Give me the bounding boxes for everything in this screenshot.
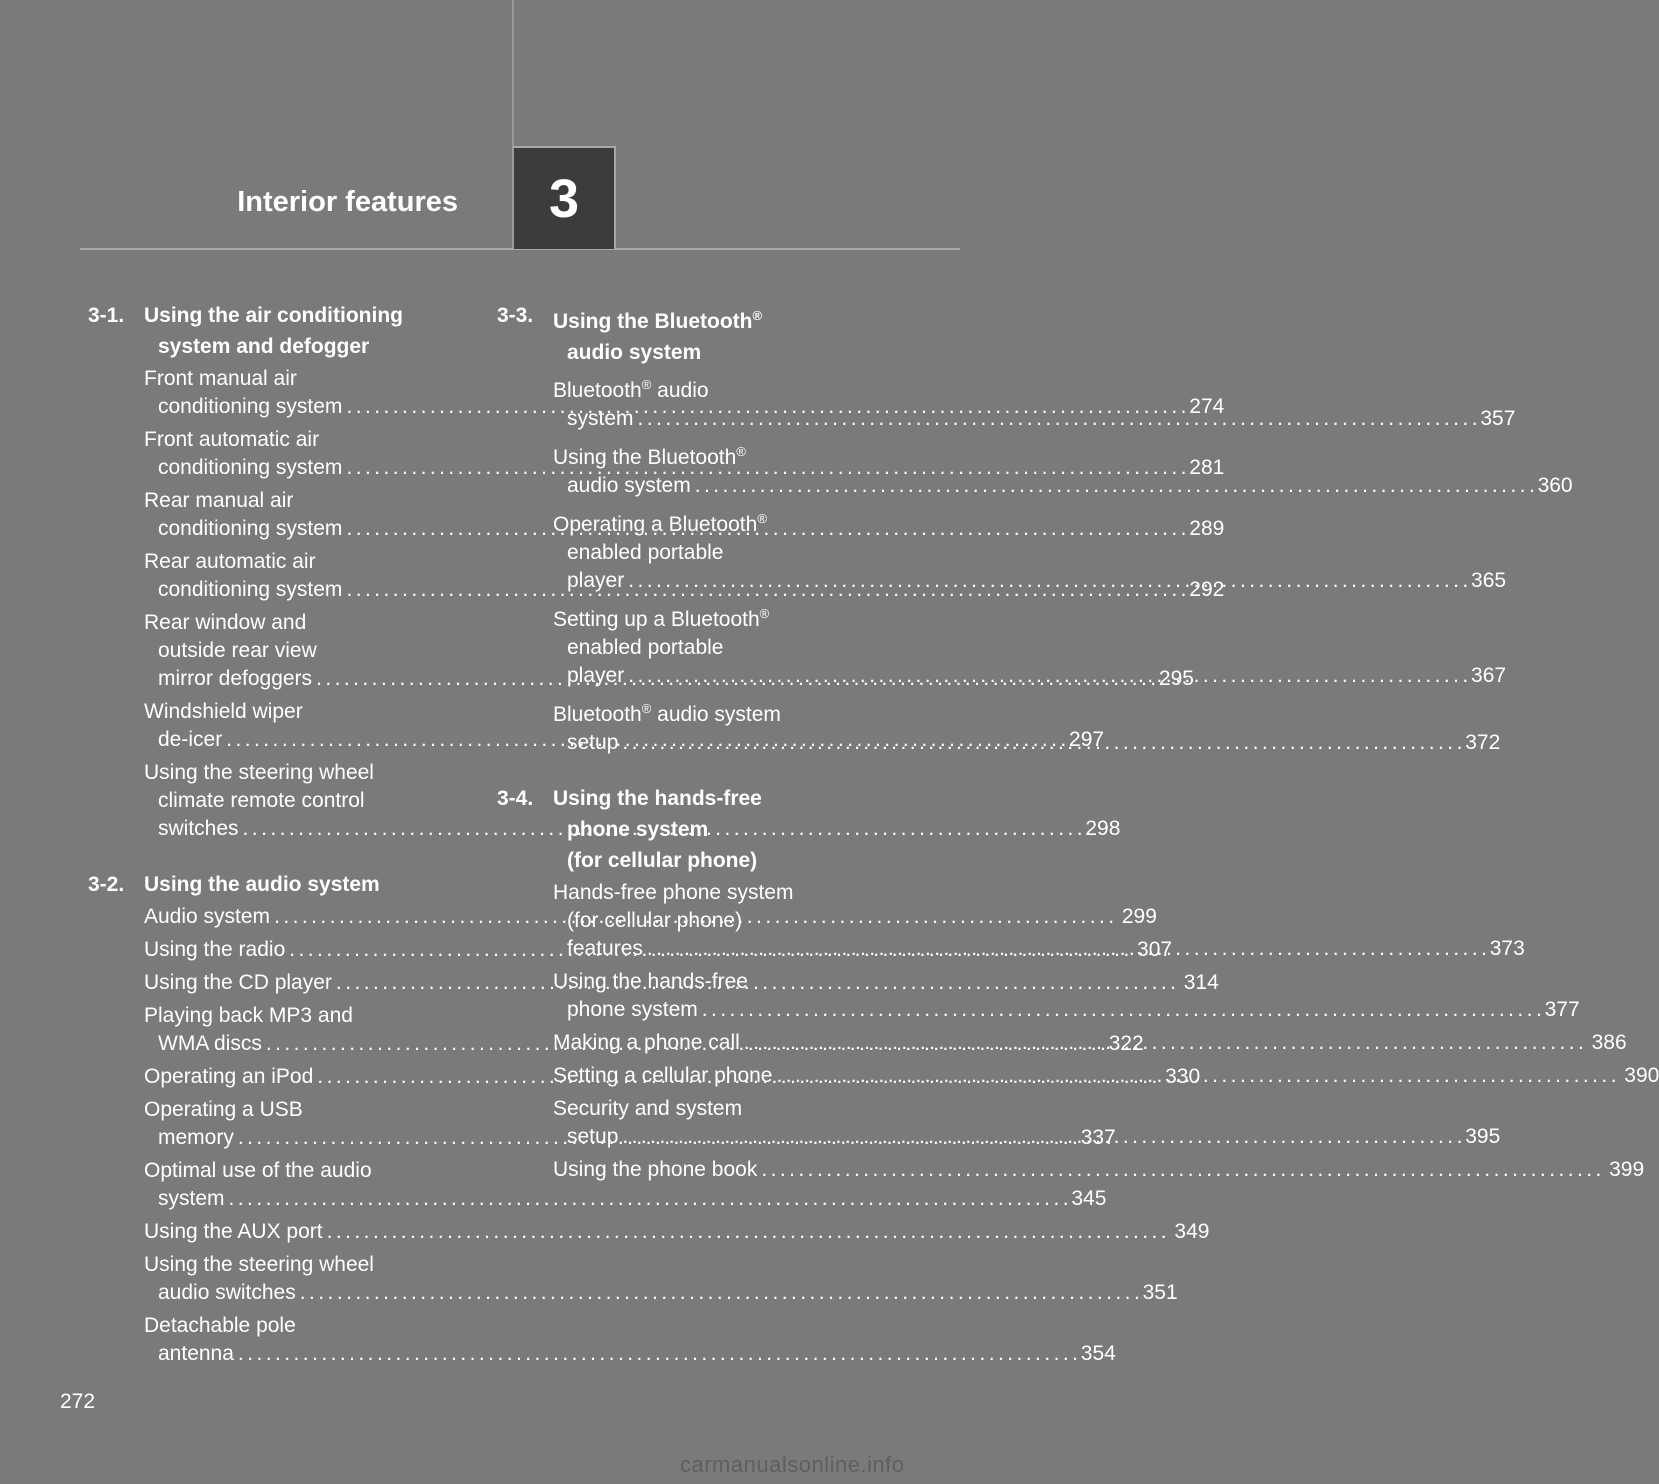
toc-entry-text: audio switches (158, 1281, 296, 1304)
toc-entry-page: 330 (1165, 1065, 1201, 1088)
toc-entry-text: (for cellular phone) (567, 909, 743, 932)
toc-entry-text: phone system (567, 998, 698, 1021)
dot-leader (638, 407, 1477, 430)
dot-leader (628, 569, 1467, 592)
toc-entry-page: 337 (1080, 1126, 1116, 1149)
toc-entry-text: audio system (567, 474, 691, 497)
toc-entry-text: conditioning system (158, 578, 343, 601)
dot-leader (647, 937, 1486, 960)
toc-entry-text: Making a phone call (553, 1031, 740, 1054)
toc-entry-text: Rear window and (144, 611, 307, 634)
section-number: 3-4. (497, 787, 534, 810)
toc-entry-text: Bluetooth® audio (553, 377, 709, 402)
dot-leader (702, 998, 1541, 1021)
dot-leader (628, 664, 1467, 687)
toc-entry-text: WMA discs (158, 1032, 262, 1055)
toc-entry-page: 367 (1471, 664, 1507, 687)
toc-entry-text: Using the phone book (553, 1158, 758, 1181)
toc-entry-page: 351 (1142, 1281, 1178, 1304)
toc-entry-text: Windshield wiper (144, 700, 303, 723)
dot-leader (761, 1156, 1600, 1184)
toc-entry-page: 360 (1537, 474, 1573, 497)
toc-entry-text: Front automatic air (144, 428, 320, 451)
toc-entry-text: Using the hands-free (553, 970, 748, 993)
section-heading (88, 869, 468, 900)
toc-entry-page: 386 (1591, 1031, 1627, 1054)
toc-entry-text: Using the AUX port (144, 1220, 323, 1243)
dot-leader (238, 1342, 1077, 1365)
section-number: 3-2. (88, 873, 125, 896)
toc-entry-page: 399 (1609, 1158, 1645, 1181)
toc-entry-text: Rear automatic air (144, 550, 316, 573)
toc-entry-page: 345 (1071, 1187, 1107, 1210)
toc-entry-page: 373 (1489, 937, 1525, 960)
toc-entry-text: Hands-free phone system (553, 881, 794, 904)
toc-entry-page: 390 (1624, 1064, 1659, 1087)
toc-entry-text: enabled portable (567, 636, 724, 659)
toc-entry-text: player (567, 664, 625, 687)
toc-entry-text: system (567, 407, 634, 430)
toc-entry-page: 314 (1183, 971, 1219, 994)
page-number: 272 (60, 1390, 96, 1413)
toc-entry-text: system (158, 1187, 225, 1210)
section-title: Using the Bluetooth® audio system (553, 308, 763, 364)
section-heading (88, 300, 468, 362)
toc-entry-text: player (567, 569, 625, 592)
section-heading (497, 783, 877, 876)
toc-entry-page: 354 (1080, 1342, 1116, 1365)
toc-entry-page: 289 (1189, 517, 1225, 540)
toc-entry-text: de-icer (158, 728, 223, 751)
toc-entry-text: Using the Bluetooth® (553, 444, 746, 469)
toc-entry-text: Setting a cellular phone (553, 1064, 773, 1087)
toc-entry-text: Security and system (553, 1097, 743, 1120)
toc-entry-page: 299 (1121, 905, 1157, 928)
dot-leader (622, 731, 1461, 754)
section-title: Using the air conditioning system and defogger (144, 304, 403, 358)
toc-entry-page: 295 (1158, 667, 1194, 690)
toc-entry-text: features (567, 937, 643, 960)
toc-entry-text: Bluetooth® audio system (553, 701, 781, 726)
section-title: Using the audio system (144, 873, 380, 896)
toc-entry-page: 298 (1085, 817, 1121, 840)
toc-entry-page: 274 (1189, 395, 1225, 418)
toc-entry-text: Operating an iPod (144, 1065, 314, 1088)
toc-entry-page: 365 (1471, 569, 1507, 592)
toc-entry-text: conditioning system (158, 395, 343, 418)
dot-leader (622, 1125, 1461, 1148)
chapter-number-tab: 3 (514, 146, 616, 249)
toc-entry-page: 297 (1069, 728, 1105, 751)
toc-entry-text: setup (567, 1125, 619, 1148)
toc-entry-text: Rear manual air (144, 489, 294, 512)
toc-entry-text: conditioning system (158, 456, 343, 479)
toc-entry-page: 322 (1108, 1032, 1144, 1055)
toc-entry-page: 292 (1189, 578, 1225, 601)
toc-entry-text: antenna (158, 1342, 234, 1365)
toc-entry-text: Operating a Bluetooth® (553, 511, 767, 536)
section-heading (497, 300, 877, 368)
watermark: carmanualsonline.info (680, 1452, 905, 1477)
toc-entry-text: Detachable pole (144, 1314, 296, 1337)
toc-entry-text: conditioning system (158, 517, 343, 540)
toc-entry-page: 395 (1465, 1125, 1501, 1148)
toc-entry-text: climate remote control (158, 789, 365, 812)
toc-entry-page: 307 (1137, 938, 1173, 961)
toc-entry-text: Using the radio (144, 938, 286, 961)
toc-entry[interactable] (144, 1251, 1178, 1307)
dot-leader (744, 1029, 1583, 1057)
dot-leader (300, 1281, 1139, 1304)
toc-entry-text: enabled portable (567, 541, 724, 564)
dot-leader (695, 474, 1534, 497)
toc-entry-text: Using the steering wheel (144, 1253, 374, 1276)
toc-entry-text: outside rear view (158, 639, 317, 662)
toc-entry-text: Setting up a Bluetooth® (553, 606, 770, 631)
toc-entry-text: Playing back MP3 and (144, 1004, 353, 1027)
toc-entry-text: Audio system (144, 905, 271, 928)
dot-leader (777, 1062, 1616, 1090)
toc-entry[interactable] (144, 1312, 1116, 1368)
toc-entry[interactable] (144, 1218, 1210, 1246)
toc-entry-text: Operating a USB (144, 1098, 303, 1121)
dot-leader (327, 1218, 1166, 1246)
toc-entry[interactable] (553, 1156, 1645, 1184)
toc-entry-text: Using the CD player (144, 971, 332, 994)
toc-entry-text: switches (158, 817, 239, 840)
toc-entry-page: 349 (1174, 1220, 1210, 1243)
toc-entry-text: memory (158, 1126, 234, 1149)
section-number: 3-1. (88, 304, 125, 327)
section-number: 3-3. (497, 304, 534, 327)
toc-entry-page: 357 (1480, 407, 1516, 430)
toc-entry-text: Front manual air (144, 367, 297, 390)
toc-entry-text: setup (567, 731, 619, 754)
section-title: Using the hands-free phone system (for cellular phone) (553, 787, 762, 872)
toc-entry-page: 377 (1544, 998, 1580, 1021)
toc-entry-text: mirror defoggers (158, 667, 313, 690)
toc-entry-text: Using the steering wheel (144, 761, 374, 784)
toc-entry-page: 372 (1465, 731, 1501, 754)
toc-entry-page: 281 (1189, 456, 1225, 479)
chapter-title: Interior features (237, 186, 458, 218)
toc-entry-text: Optimal use of the audio (144, 1159, 372, 1182)
